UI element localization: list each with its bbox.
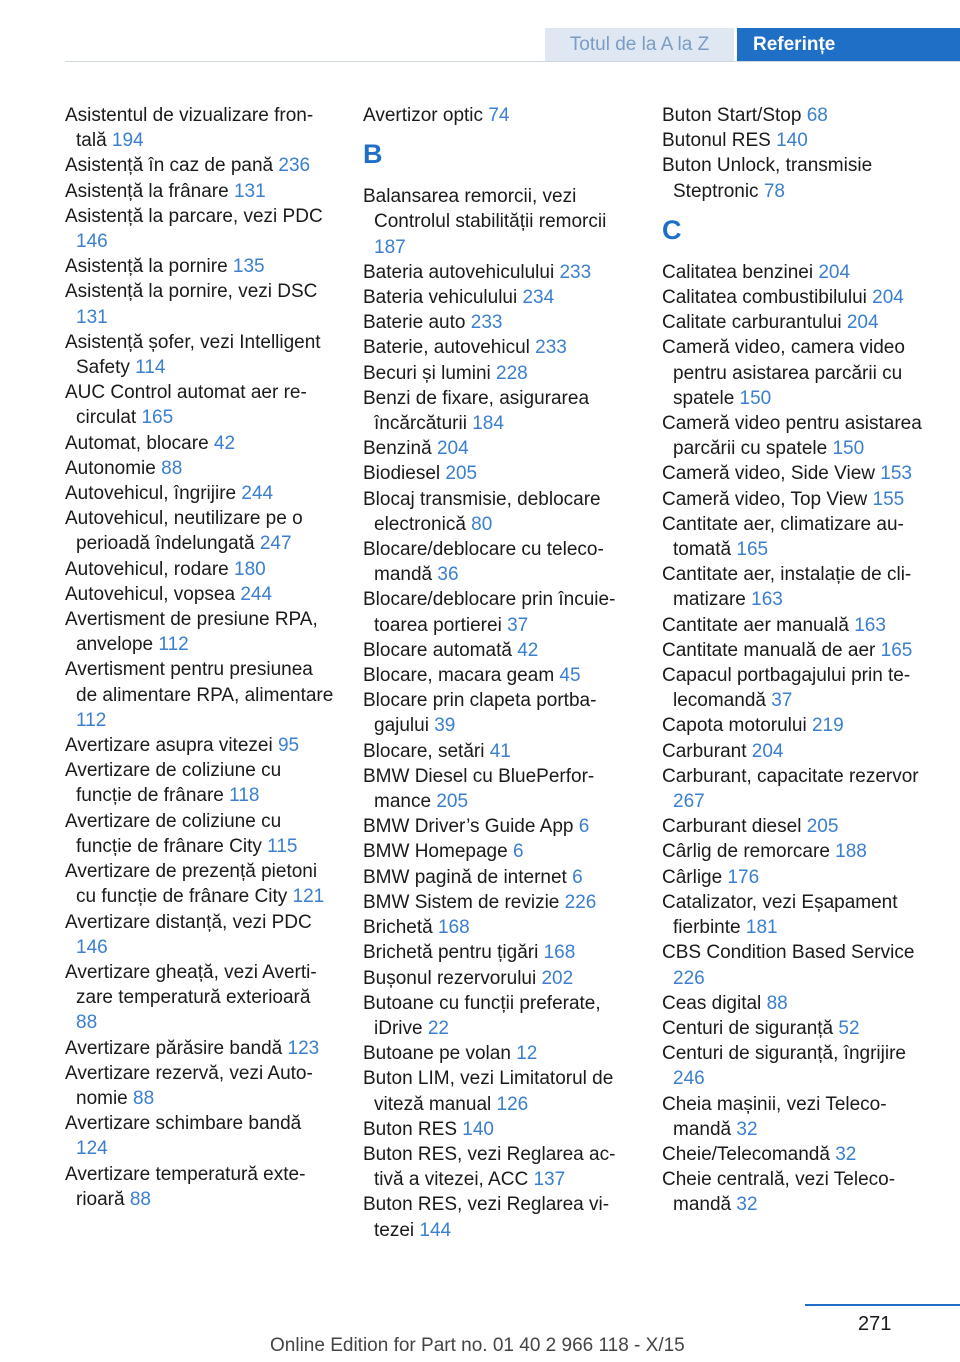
index-entry xyxy=(65,809,335,859)
index-entry xyxy=(363,587,633,637)
index-entry-term: Asistență la frânare xyxy=(65,180,234,202)
index-entry-term: Bateria autovehiculului xyxy=(363,261,560,283)
index-entry-term: Centuri de siguranță xyxy=(662,1017,839,1039)
index-entry-term: Buton Unlock, transmisie Steptronic xyxy=(662,155,873,202)
index-entry xyxy=(363,260,633,285)
index-entry-term: Centuri de siguranță, îngrijire xyxy=(662,1043,906,1065)
index-entry-term: Butoane pe volan xyxy=(363,1043,517,1065)
page-link[interactable]: 244 xyxy=(241,483,274,505)
index-entry xyxy=(363,966,633,991)
page-link[interactable]: 131 xyxy=(233,180,266,202)
index-entry xyxy=(65,582,335,607)
page-link[interactable]: 244 xyxy=(240,583,273,605)
index-entry xyxy=(363,1117,633,1142)
page-link[interactable]: 205 xyxy=(436,791,469,813)
page-link[interactable]: 126 xyxy=(496,1093,529,1115)
index-entry-term: BMW Homepage xyxy=(363,841,513,863)
index-entry-term: Autovehicul, rodare xyxy=(65,558,234,580)
index-entry xyxy=(363,991,633,1041)
index-entry xyxy=(65,103,335,153)
index-entry xyxy=(662,890,932,940)
index-entry xyxy=(363,890,633,915)
index-entry xyxy=(662,1016,932,1041)
page-link[interactable]: 146 xyxy=(76,231,108,253)
index-entry xyxy=(662,638,932,663)
index-entry-term: Avertizare schimbare bandă xyxy=(65,1113,302,1135)
index-entry-term: Avertizare de coliziune cu funcție de frânare City xyxy=(65,810,282,857)
index-entry xyxy=(363,103,633,128)
index-entry xyxy=(65,179,335,204)
page-link[interactable]: 135 xyxy=(232,256,265,278)
index-entry xyxy=(662,461,932,486)
index-entry xyxy=(662,512,932,562)
page-link[interactable]: 32 xyxy=(736,1194,758,1216)
page-link[interactable]: 163 xyxy=(854,614,886,636)
index-entry xyxy=(65,204,335,254)
index-entry xyxy=(662,865,932,890)
page-link[interactable]: 41 xyxy=(489,740,511,762)
index-entry xyxy=(363,436,633,461)
header-divider xyxy=(65,61,960,62)
page-link[interactable]: 204 xyxy=(872,287,904,309)
index-entry xyxy=(65,481,335,506)
index-entry-term: Butonul RES xyxy=(662,130,777,152)
index-entry xyxy=(65,254,335,279)
page-link[interactable]: 131 xyxy=(76,306,108,328)
index-entry-term: BMW Diesel cu BluePerformance xyxy=(363,765,595,813)
index-entry-term: Cantitate aer, instalație de climatizare xyxy=(662,564,912,611)
index-entry-term: Cheia mașinii, vezi Telecomandă xyxy=(662,1093,887,1140)
index-entry-term: Brichetă xyxy=(363,917,438,939)
index-entry xyxy=(65,153,335,178)
index-entry-term: Carburant xyxy=(662,740,752,762)
page-link[interactable]: 22 xyxy=(427,1017,449,1039)
index-entry xyxy=(662,839,932,864)
index-entry-term: Autonomie xyxy=(65,457,162,479)
index-entry-term: Avertizare părăsire bandă xyxy=(65,1037,288,1059)
page-link[interactable]: 42 xyxy=(213,432,236,454)
page-link[interactable]: 180 xyxy=(234,558,266,580)
page-link[interactable]: 6 xyxy=(512,841,524,863)
page-link[interactable]: 37 xyxy=(771,690,793,712)
page-link[interactable]: 137 xyxy=(533,1169,566,1191)
index-column-1 xyxy=(65,103,335,1212)
index-entry-term: Butoane cu funcții preferate, iDrive xyxy=(363,992,601,1039)
index-entry xyxy=(662,613,932,638)
page-link[interactable]: 205 xyxy=(445,463,478,485)
page-link[interactable]: 234 xyxy=(522,287,555,309)
index-entry-term: Blocaj transmisie, deblocare electronică xyxy=(363,488,601,535)
index-entry-term: Avertizare distanță, vezi PDC xyxy=(65,911,312,933)
index-entry xyxy=(662,1041,932,1091)
index-entry-term: Blocare/deblocare cu telecomandă xyxy=(363,539,604,586)
index-entry-term: BMW Driver’s Guide App xyxy=(363,816,579,838)
index-entry xyxy=(662,764,932,814)
index-entry xyxy=(363,865,633,890)
index-entry xyxy=(65,279,335,329)
index-entry-term: Asistență șofer, vezi Intelligent Safety xyxy=(65,331,321,379)
index-entry-term: BMW Sistem de revizie xyxy=(363,891,565,913)
page-link[interactable]: 36 xyxy=(437,564,459,586)
index-entry xyxy=(363,1041,633,1066)
index-entry-term: Cantitate aer, climatizare automată xyxy=(662,513,904,561)
index-entry xyxy=(662,128,932,153)
index-entry-term: Biodiesel xyxy=(363,463,446,485)
index-entry-term: Cameră video, Top View xyxy=(662,488,873,510)
index-entry-term: Becuri și lumini xyxy=(363,362,497,384)
index-entry-term: Buton Start/Stop xyxy=(662,105,807,126)
index-entry xyxy=(363,764,633,814)
index-entry xyxy=(363,814,633,839)
page-link[interactable]: 123 xyxy=(287,1037,320,1059)
page-link[interactable]: 88 xyxy=(161,457,183,479)
footer-divider xyxy=(805,1304,960,1306)
index-entry xyxy=(363,335,633,360)
page-link[interactable]: 226 xyxy=(673,967,705,989)
index-entry-term: Catalizator, vezi Eșapament fierbinte xyxy=(662,891,898,939)
index-entry xyxy=(363,1066,633,1116)
index-entry-term: Avertisment pentru presiunea de alimentare RPA, alimentare xyxy=(65,659,334,706)
index-entry xyxy=(662,713,932,738)
index-entry-term: Buton RES, vezi Reglarea activă a vitezei, ACC xyxy=(363,1143,616,1191)
page-link[interactable]: 121 xyxy=(292,886,325,908)
section-tab[interactable]: Totul de la A la Z xyxy=(545,28,734,62)
page-link[interactable]: 115 xyxy=(267,835,298,857)
index-entry-term: Avertizor optic xyxy=(363,105,489,126)
index-entry xyxy=(65,657,335,733)
index-entry-term: Avertizare gheață, vezi Avertizare temperatură exterioară xyxy=(65,961,317,1009)
page-link[interactable]: 78 xyxy=(763,180,785,202)
index-entry-term: BMW pagină de internet xyxy=(363,866,573,888)
index-entry-term: Avertisment de presiune RPA, anvelope xyxy=(65,609,318,656)
index-entry xyxy=(662,153,932,203)
index-entry xyxy=(363,386,633,436)
index-entry xyxy=(363,537,633,587)
page-link[interactable]: 140 xyxy=(462,1118,494,1140)
index-letter-heading: B xyxy=(363,139,383,170)
index-entry xyxy=(363,663,633,688)
page-link[interactable]: 118 xyxy=(229,785,260,807)
index-entry xyxy=(363,487,633,537)
page-link[interactable]: 219 xyxy=(811,715,844,737)
index-entry xyxy=(65,859,335,909)
page-link[interactable]: 176 xyxy=(727,866,760,888)
page-link[interactable]: 68 xyxy=(806,105,828,126)
page-link[interactable]: 32 xyxy=(835,1143,857,1165)
index-entry-term: Asistență în caz de pană xyxy=(65,155,279,177)
page-link[interactable]: 114 xyxy=(135,357,166,379)
index-entry xyxy=(662,739,932,764)
index-entry-term: Autovehicul, vopsea xyxy=(65,583,241,605)
page-link[interactable]: 52 xyxy=(838,1017,860,1039)
page-link[interactable]: 88 xyxy=(76,1012,98,1034)
index-entry-term: Calitate carburantului xyxy=(662,312,847,334)
index-entry-term: Cantitate manuală de aer xyxy=(662,639,881,661)
index-entry-term: Benzină xyxy=(363,438,437,460)
index-entry xyxy=(363,688,633,738)
index-entry xyxy=(65,758,335,808)
page-link[interactable]: 236 xyxy=(278,155,311,177)
index-entry xyxy=(65,733,335,758)
page-link[interactable]: 168 xyxy=(437,917,470,939)
index-entry-term: Capota motorului xyxy=(662,715,812,737)
index-entry xyxy=(662,1142,932,1167)
index-entry xyxy=(662,991,932,1016)
page-link[interactable]: 194 xyxy=(111,130,144,152)
index-entry-term: Cheie centrală, vezi Telecomandă xyxy=(662,1169,896,1216)
index-entry-term: Avertizare rezervă, vezi Autonomie xyxy=(65,1062,313,1109)
index-entry-term: CBS Condition Based Service xyxy=(662,942,915,964)
page-link[interactable]: 150 xyxy=(739,387,772,409)
index-entry-term: Avertizare asupra vitezei xyxy=(65,735,278,757)
index-entry xyxy=(662,1092,932,1142)
page-link[interactable]: 165 xyxy=(880,639,913,661)
index-entry-term: Asistență la pornire xyxy=(65,256,233,278)
page-link[interactable]: 37 xyxy=(507,614,529,636)
page-link[interactable]: 140 xyxy=(776,130,808,152)
index-entry xyxy=(65,380,335,430)
page-link[interactable]: 39 xyxy=(434,715,456,737)
page-link[interactable]: 267 xyxy=(673,791,705,813)
index-entry-term: Benzi de fixare, asigurarea încărcăturii xyxy=(363,387,590,435)
page-link[interactable]: 153 xyxy=(880,463,912,485)
index-entry xyxy=(363,940,633,965)
chapter-tab[interactable]: Referințe xyxy=(737,28,960,62)
page-link[interactable]: 88 xyxy=(766,992,788,1014)
index-entry xyxy=(363,638,633,663)
index-entry xyxy=(65,960,335,1036)
index-entry-term: AUC Control automat aer recirculat xyxy=(65,382,307,429)
page-link[interactable]: 32 xyxy=(736,1118,758,1140)
index-entry-term: Cameră video, Side View xyxy=(662,463,881,485)
page-number: 271 xyxy=(858,1313,892,1335)
index-entry-term: Blocare/deblocare prin încuietoarea portierei xyxy=(363,589,616,636)
index-entry xyxy=(662,411,932,461)
index-entry xyxy=(363,1192,633,1242)
page-link[interactable]: 146 xyxy=(76,936,108,958)
page-link[interactable]: 228 xyxy=(496,362,528,384)
page-link[interactable]: 112 xyxy=(158,634,189,656)
page-link[interactable]: 246 xyxy=(673,1068,705,1090)
index-entry xyxy=(662,103,932,128)
index-entry-term: Asistentul de vizualizare frontală xyxy=(65,105,314,152)
index-entry-term: Calitatea benzinei xyxy=(662,261,819,283)
index-column-3 xyxy=(662,103,932,1218)
page-link[interactable]: 124 xyxy=(76,1138,108,1160)
page-link[interactable]: 112 xyxy=(76,709,107,731)
index-letter-heading: C xyxy=(662,214,682,245)
page-link[interactable]: 233 xyxy=(559,261,592,283)
index-entry xyxy=(662,940,932,990)
index-entry-term: Baterie, autovehicul xyxy=(363,337,536,359)
index-entry-term: Avertizare de coliziune cu funcție de frânare xyxy=(65,760,282,807)
index-entry-term: Bateria vehiculului xyxy=(363,287,523,309)
index-column-2 xyxy=(363,103,633,1243)
page-link[interactable]: 150 xyxy=(832,438,865,460)
index-entry xyxy=(363,839,633,864)
page-link[interactable]: 233 xyxy=(535,337,567,359)
index-entry-term: Capacul portbagajului prin telecomandă xyxy=(662,665,911,712)
index-entry-term: Blocare, macara geam xyxy=(363,665,560,687)
index-entry-term: Automat, blocare xyxy=(65,432,214,454)
index-entry xyxy=(65,330,335,380)
index-entry xyxy=(662,260,932,285)
index-entry-term: Blocare, setări xyxy=(363,740,490,762)
index-entry xyxy=(662,814,932,839)
index-entry xyxy=(363,1142,633,1192)
index-entry xyxy=(662,285,932,310)
page-link[interactable]: 74 xyxy=(488,105,510,126)
index-entry-term: Buton RES xyxy=(363,1118,463,1140)
index-entry xyxy=(363,739,633,764)
index-entry xyxy=(65,1162,335,1212)
page-link[interactable]: 181 xyxy=(745,917,778,939)
index-entry-term: Cameră video, camera video pentru asistarea parcării cu spatele xyxy=(662,337,905,409)
page-link[interactable]: 144 xyxy=(419,1219,452,1241)
index-entry-term: Autovehicul, neutilizare pe o perioadă îndelungată xyxy=(65,508,303,555)
index-entry xyxy=(363,184,633,260)
index-entry xyxy=(363,310,633,335)
page-link[interactable]: 95 xyxy=(277,735,300,757)
index-entry-term: Buton RES, vezi Reglarea vitezei xyxy=(363,1194,610,1241)
page-link[interactable]: 205 xyxy=(806,816,839,838)
page-link[interactable]: 204 xyxy=(846,312,879,334)
page-link[interactable]: 187 xyxy=(374,236,406,258)
index-entry xyxy=(363,285,633,310)
index-entry-term: Cârlig de remorcare xyxy=(662,841,836,863)
index-entry xyxy=(662,663,932,713)
index-entry-term: Carburant diesel xyxy=(662,816,807,838)
page-link[interactable]: 88 xyxy=(133,1087,155,1109)
index-entry-term: Cârlige xyxy=(662,866,728,888)
page-link[interactable]: 247 xyxy=(259,533,292,555)
page-link[interactable]: 6 xyxy=(578,816,590,838)
index-entry xyxy=(65,910,335,960)
index-entry-term: Blocare automată xyxy=(363,639,518,661)
index-entry-term: Calitatea combustibilului xyxy=(662,287,873,309)
page-link[interactable]: 45 xyxy=(559,665,581,687)
index-entry xyxy=(65,557,335,582)
index-entry-term: Cantitate aer manuală xyxy=(662,614,855,636)
index-entry-term: Buton LIM, vezi Limitatorul de viteză manual xyxy=(363,1068,614,1115)
index-entry xyxy=(65,1036,335,1061)
page-link[interactable]: 165 xyxy=(736,539,769,561)
index-entry xyxy=(65,431,335,456)
index-entry xyxy=(662,335,932,411)
index-entry-term: Bușonul rezervorului xyxy=(363,967,542,989)
page-link[interactable]: 226 xyxy=(564,891,597,913)
page-link[interactable]: 188 xyxy=(835,841,867,863)
page-link[interactable]: 165 xyxy=(141,407,174,429)
page-link[interactable]: 202 xyxy=(541,967,574,989)
index-entry-term: Brichetă pentru țigări xyxy=(363,942,544,964)
index-entry xyxy=(363,461,633,486)
index-entry xyxy=(662,1167,932,1217)
index-entry-term: Cheie/Telecomandă xyxy=(662,1143,836,1165)
index-entry xyxy=(65,607,335,657)
index-entry-term: Blocare prin clapeta portbagajului xyxy=(363,690,597,737)
page-link[interactable]: 155 xyxy=(872,488,905,510)
index-entry xyxy=(662,310,932,335)
index-entry-term: Avertizare de prezență pietoni cu funcție de frânare City xyxy=(65,861,318,908)
index-entry-term: Ceas digital xyxy=(662,992,767,1014)
index-entry-term: Autovehicul, îngrijire xyxy=(65,483,242,505)
edition-footer: Online Edition for Part no. 01 40 2 966 118 - X/15 xyxy=(270,1335,685,1356)
page-link[interactable]: 42 xyxy=(517,639,539,661)
index-entry xyxy=(65,456,335,481)
index-entry xyxy=(662,487,932,512)
index-entry-term: Asistență la parcare, vezi PDC xyxy=(65,205,323,227)
page-link[interactable]: 12 xyxy=(516,1043,538,1065)
index-entry xyxy=(65,1061,335,1111)
index-entry-term: Avertizare temperatură exterioară xyxy=(65,1163,306,1210)
page-link[interactable]: 88 xyxy=(129,1188,151,1210)
index-entry-term: Baterie auto xyxy=(363,312,471,334)
index-entry xyxy=(662,562,932,612)
page-link[interactable]: 233 xyxy=(470,312,503,334)
page-link[interactable]: 6 xyxy=(572,866,583,888)
page-link[interactable]: 204 xyxy=(436,438,469,460)
index-entry-term: Cameră video pentru asistarea parcării cu spatele xyxy=(662,413,922,460)
index-entry-term: Asistență la pornire, vezi DSC xyxy=(65,281,318,303)
index-entry-term: Balansarea remorcii, vezi Controlul stabilității remorcii xyxy=(363,186,607,233)
page-link[interactable]: 204 xyxy=(751,740,784,762)
index-entry-term: Carburant, capacitate rezervor xyxy=(662,765,919,787)
index-entry xyxy=(65,1111,335,1161)
index-entry xyxy=(363,915,633,940)
page-link[interactable]: 204 xyxy=(818,261,851,283)
index-entry xyxy=(65,506,335,556)
page-link[interactable]: 168 xyxy=(543,942,576,964)
index-entry xyxy=(363,361,633,386)
page-link[interactable]: 80 xyxy=(471,513,493,535)
page-link[interactable]: 163 xyxy=(751,589,783,611)
page-link[interactable]: 184 xyxy=(472,413,504,435)
